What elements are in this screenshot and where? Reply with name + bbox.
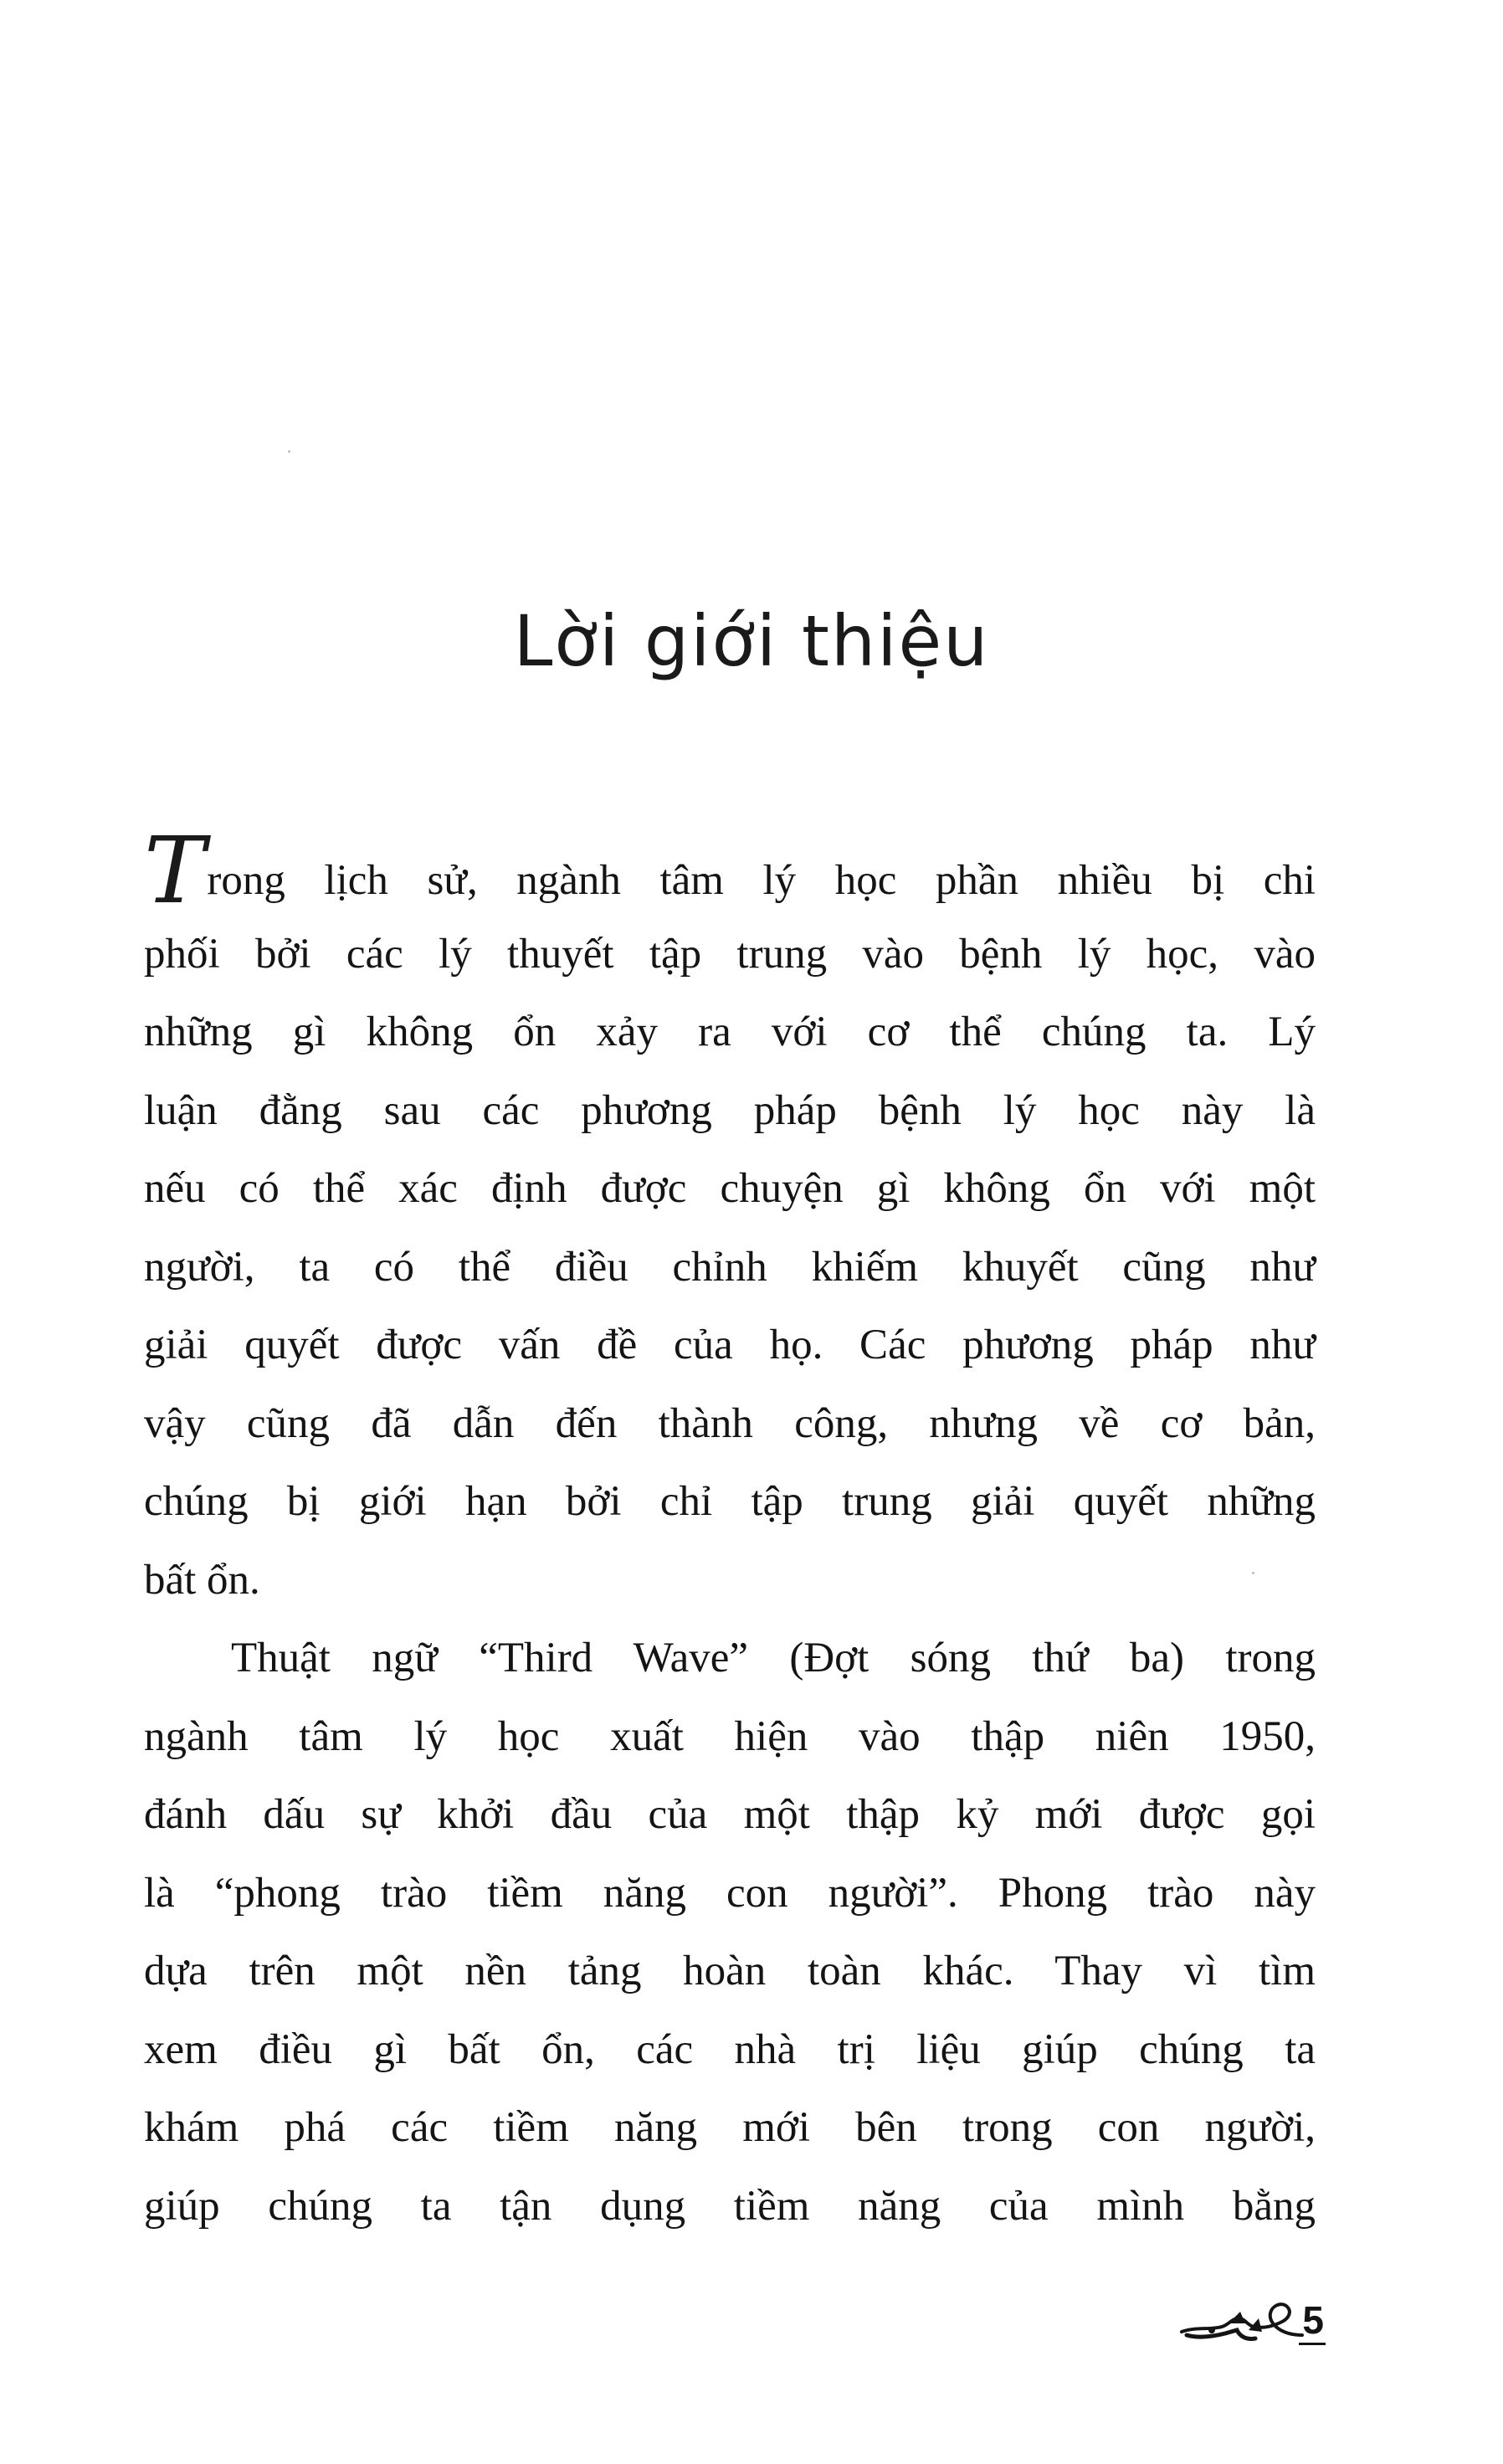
text-line: xem điều gì bất ổn, các nhà trị liệu giúp chúng ta (144, 2025, 1316, 2073)
text-line: giúp chúng ta tận dụng tiềm năng của mình bằng (144, 2182, 1316, 2230)
text-line: là “phong trào tiềm năng con người”. Phong trào này (144, 1869, 1316, 1917)
text-line: khám phá các tiềm năng mới bên trong con người, (144, 2104, 1316, 2151)
text-line: phối bởi các lý thuyết tập trung vào bệnh lý học, vào (144, 930, 1316, 978)
text-line: luận đằng sau các phương pháp bệnh lý học này là (144, 1086, 1316, 1134)
text-line: bất ổn. (144, 1556, 260, 1604)
text-line: Trong lịch sử, ngành tâm lý học phần nhiều bị chi (144, 817, 1316, 924)
page-number: 5 (1299, 2301, 1326, 2345)
flourish-ornament-icon (1178, 2293, 1304, 2345)
body-text (144, 817, 1316, 2246)
page-speck (288, 450, 290, 453)
text-line: nếu có thể xác định được chuyện gì không ổn với một (144, 1165, 1316, 1212)
drop-cap: T (144, 817, 206, 924)
text-line: người, ta có thể điều chỉnh khiếm khuyết cũng như (144, 1243, 1316, 1291)
text-line: dựa trên một nền tảng hoàn toàn khác. Thay vì tìm (144, 1948, 1316, 1994)
text-line: giải quyết được vấn đề của họ. Các phương pháp như (144, 1322, 1316, 1368)
text-line: Thuật ngữ “Third Wave” (Đợt sóng thứ ba) trong (231, 1635, 1316, 1681)
text-line: những gì không ổn xảy ra với cơ thể chúng ta. Lý (144, 1009, 1316, 1055)
page-footer (1178, 2293, 1326, 2345)
text-line: chúng bị giới hạn bởi chỉ tập trung giải quyết những (144, 1478, 1316, 1525)
text-line: ngành tâm lý học xuất hiện vào thập niên 1950, (144, 1712, 1316, 1760)
text-line: đánh dấu sự khởi đầu của một thập kỷ mới được gọi (144, 1791, 1316, 1838)
text-line: vậy cũng đã dẫn đến thành công, nhưng về cơ bản, (144, 1399, 1316, 1447)
chapter-title: Lời giới thiệu (513, 600, 990, 683)
